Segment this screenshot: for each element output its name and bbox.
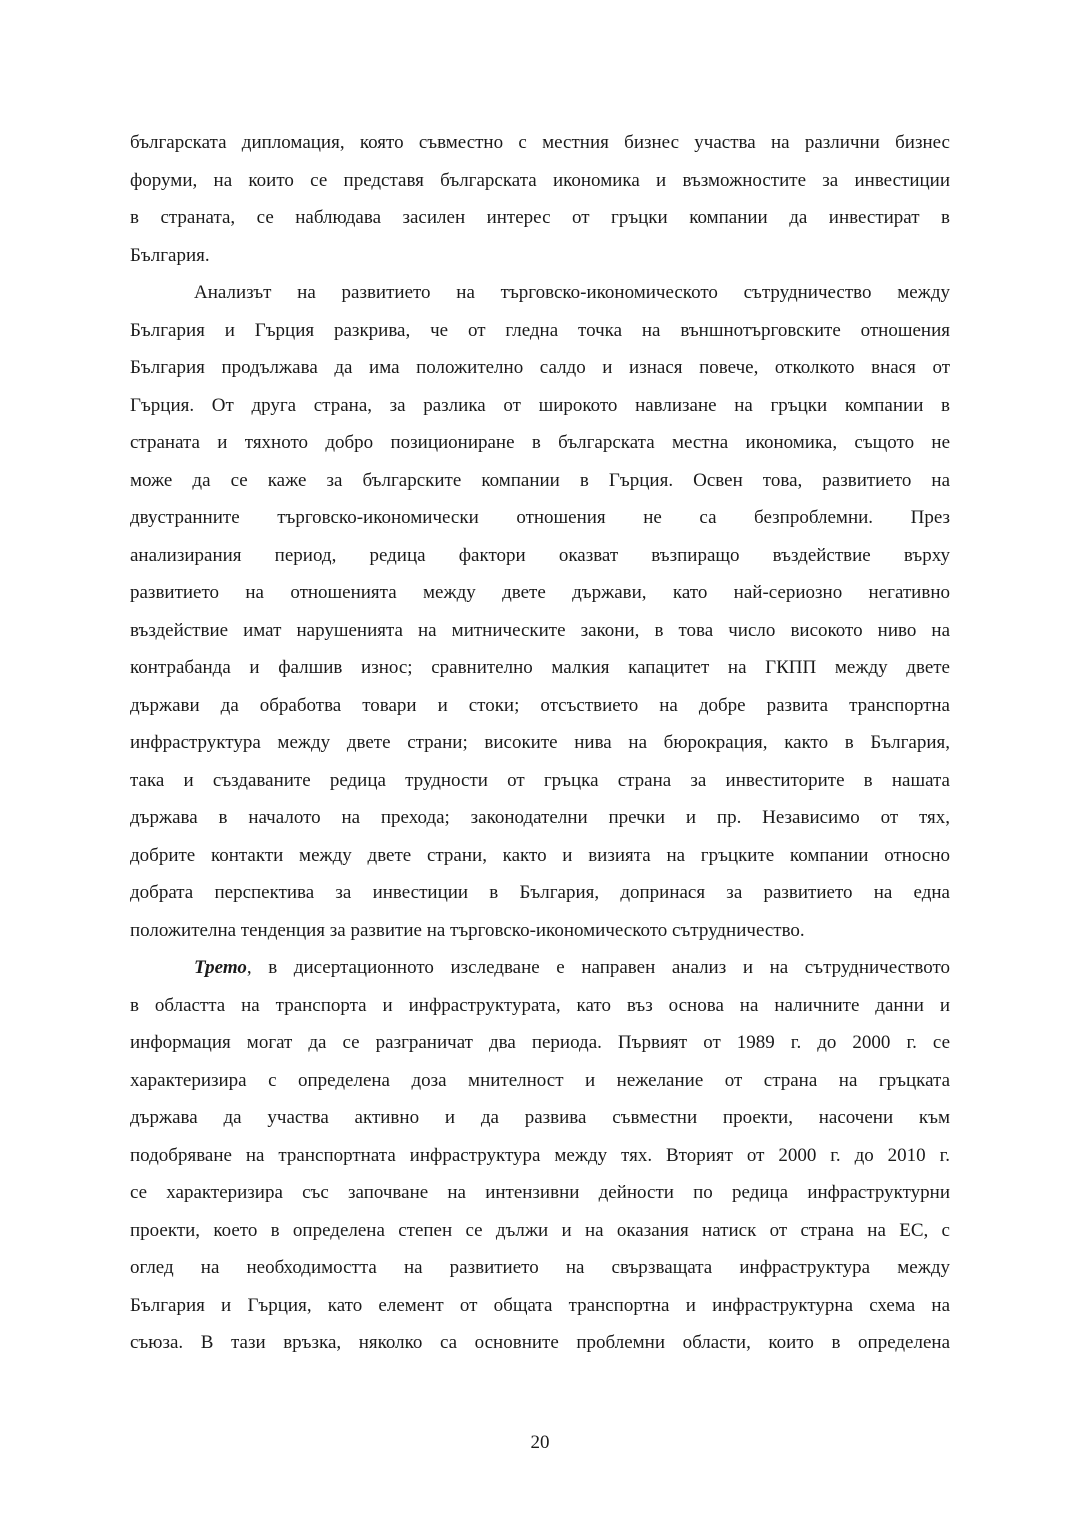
text-line: развитието на отношенията между двете държави, като най-сериозно негативно <box>130 582 950 603</box>
text-line: анализирания период, редица фактори оказват възпиращо въздействие върху <box>130 544 950 566</box>
paragraph-3 <box>130 949 950 1362</box>
text-line: Анализът на развитието на търговско-икономическото сътрудничество между <box>194 282 950 303</box>
text-line: може да се каже за българските компании в Гърция. Освен това, развитието на <box>130 469 950 491</box>
body-text <box>130 124 950 1362</box>
text-line: българската дипломация, която съвместно с местния бизнес участва на различни бизнес <box>130 132 950 153</box>
text-line: информация могат да се разграничат два периода. Първият от 1989 г. до 2000 г. се <box>130 1032 950 1053</box>
text-line: страната и тяхното добро позициониране в българската местна икономика, същото не <box>130 432 950 453</box>
text-line: добрата перспектива за инвестиции в България, допринася за развитието на една <box>130 882 950 903</box>
text-line: България продължава да има положително салдо и изнася повече, отколкото внася от <box>130 357 950 378</box>
text-line <box>130 949 950 987</box>
text-line: добрите контакти между двете страни, както и визията на гръцките компании относно <box>130 844 950 866</box>
text-line: България. <box>130 244 210 266</box>
text-line: инфраструктура между двете страни; високите нива на бюрокрация, както в България, <box>130 732 950 753</box>
text-line: в страната, се наблюдава засилен интерес от гръцки компании да инвестират в <box>130 207 950 228</box>
text-line: в областта на транспорта и инфраструктурата, като въз основа на наличните данни и <box>130 994 950 1016</box>
text-line: съюза. В тази връзка, няколко са основните проблемни области, които в определена <box>130 1332 950 1353</box>
text-line-rest: , в дисертационното изследване е направен анализ и на сътрудничеството <box>246 957 950 978</box>
text-line: се характеризира със започване на интензивни дейности по редица инфраструктурни <box>130 1182 950 1203</box>
page-number: 20 <box>530 1432 550 1453</box>
paragraph-2 <box>130 274 950 949</box>
text-line: оглед на необходимостта на развитието на свързващата инфраструктура между <box>130 1257 950 1278</box>
text-line: положителна тенденция за развитие на търговско-икономическото сътрудничество. <box>130 919 805 941</box>
paragraph-1 <box>130 124 950 274</box>
text-line: форуми, на които се представя българската икономика и възможностите за инвестиции <box>130 169 950 191</box>
text-line: проекти, което в определена степен се дължи и на оказания натиск от страна на ЕС, с <box>130 1219 950 1241</box>
text-line: така и създаваните редица трудности от гръцка страна за инвеститорите в нашата <box>130 769 950 791</box>
text-line: контрабанда и фалшив износ; сравнително малкия капацитет на ГКПП между двете <box>130 657 950 678</box>
text-line: подобряване на транспортната инфраструктура между тях. Вторият от 2000 г. до 2010 г. <box>130 1144 950 1166</box>
text-line: България и Гърция разкрива, че от гледна точка на външнотърговските отношения <box>130 319 950 341</box>
lead-word: Трето <box>194 957 247 978</box>
text-line: България и Гърция, като елемент от общата транспортна и инфраструктурна схема на <box>130 1294 950 1316</box>
text-line: Гърция. От друга страна, за разлика от широкото навлизане на гръцки компании в <box>130 394 950 416</box>
text-line: държави да обработва товари и стоки; отсъствието на добре развита транспортна <box>130 694 950 716</box>
text-line: държава в началото на прехода; законодателни пречки и пр. Независимо от тях, <box>130 807 950 828</box>
text-line: двустранните търговско-икономически отношения не са безпроблемни. През <box>130 507 950 528</box>
text-line: характеризира с определена доза мнителност и нежелание от страна на гръцката <box>130 1069 950 1091</box>
text-line: държава да участва активно и да развива съвместни проекти, насочени към <box>130 1107 950 1128</box>
text-line: въздействие имат нарушенията на митническите закони, в това число високото ниво на <box>130 619 950 641</box>
